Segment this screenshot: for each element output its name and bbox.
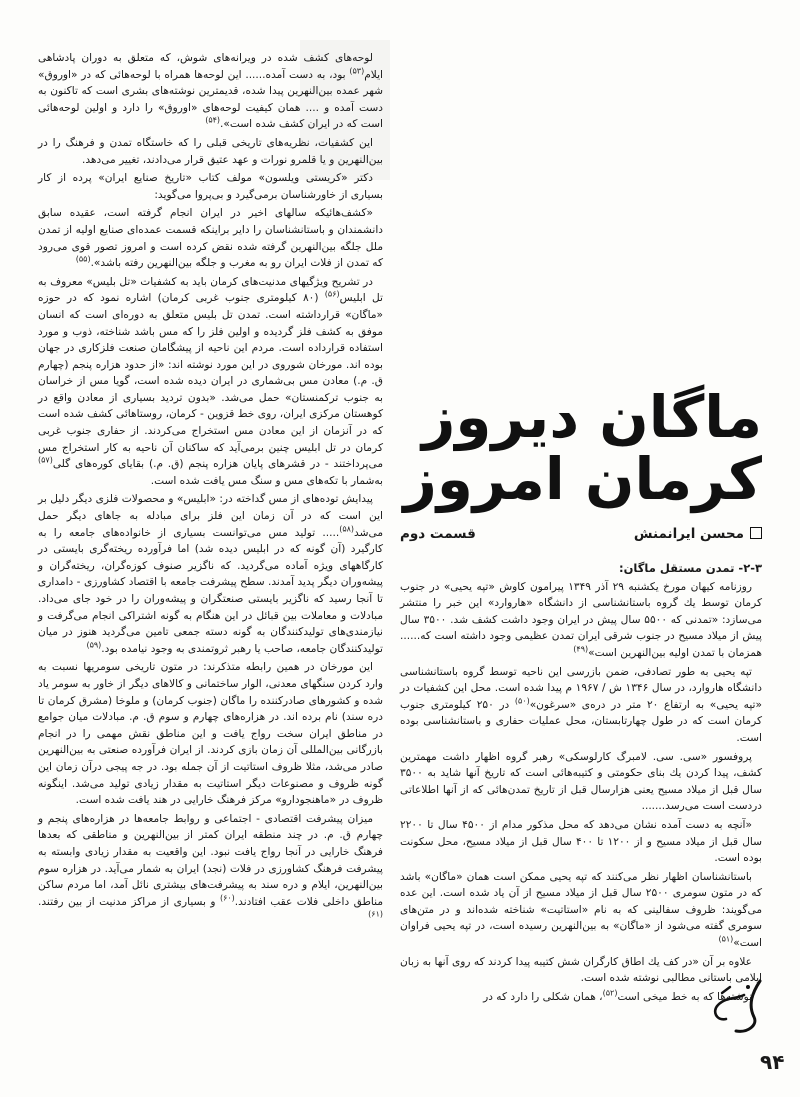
- paragraph: این کشفیات، نظریه‌های تاریخی قبلی را که خاستگاه تمدن و فرهنگ را در بین‌النهرین و یا قلمرو نورات و عهد عتیق قرار می‌دادند، تغییر می‌دهد.: [38, 136, 383, 166]
- byline: [400, 526, 762, 548]
- paragraph: تپه یحیی به طور تصادفی، ضمن بازرسی این ناحیه توسط گروه باستانشناسی دانشگاه هاروارد، در سال ۱۳۴۶ ش / ۱۹۶۷ م پیدا شده است. محل این کشفیات در «تپه یحیی» به ارتفاع ۲۰ متر در دره‌ی «سرغون»$^{(۵۰)}$ در ۲۵۰ کیلومتری جنوب کرمان است که در طول چهارتابستان، محل عملیات حفاری و باستانشناسی بوده است.: [400, 665, 762, 744]
- paragraph: باستانشناسان اظهار نظر می‌کنند که تپه یحیی ممکن است همان «ماگان» باشد که در متون سومری ۲۵۰۰ سال قبل از میلاد مسیح از آن یاد شده است. این عده می‌گویند: ظروف سفالینی که به نام «استاتیت» شناخته شده‌اند و در متن‌های سومری گفته می‌شود از «ماگان» به بین‌النهرین رسیده است، در تپه یحیی فراوان است»$^{(۵۱)}$: [400, 870, 763, 950]
- paragraph: روزنامه کیهان مورخ یکشنبه ۲۹ آذر ۱۳۴۹ پیرامون کاوش «تپه یحیی» در جنوب کرمان توسط یك گروه باستانشناسی از دانشگاه «هاروارد» این خبر را منتشر می‌سازد: «تمدنی که ۵۵۰۰ سال پیش در ایران وجود داشت کشف شد. ۳۵۰۰ سال پیش از میلاد مسیح در جنوب شرقی ایران تمدن عظیمی وجود داشته است که...... همزمان با تمدن اولیه بین‌النهرین است»$^{(۴۹)}$: [400, 580, 763, 659]
- part-label: قسمت دوم: [400, 526, 476, 542]
- square-bullet-icon: [750, 527, 762, 539]
- paragraph: این مورخان در همین رابطه متذکرند: در متون تاریخی سومریها نسبت به وارد کردن سنگهای معدنی، الوار ساختمانی و کالاهای دیگر از خاور به سومر یاد شده و کشورهای صادرکننده را ماگان (جنوب کرمان) و ملوخا (مشرق کرمان تا دره سند) نام برده اند. در هزاره‌های چهارم و سوم ق. م. مبادلات میان جوامع در مناطق ایران سخت رواج یافت و این مناطق نقش مهمی را در انجام بازرگانی بین‌المللی آن زمان بازی کردند. از ایران فرآورده صنعتی به بین‌النهرین صادر می‌شد، مثلا ظروف استاتیت از آن جمله بود. در جه پیجی درآن زمان این گونه ظروف و مصنوعات دیگر استاتیت به مقدار زیادی تولید می‌شد. اینگونه ظروف در «ماهنجودارو» مرکز فرهنگ خارایی در هند یافت شده است.: [38, 661, 383, 807]
- paragraph: علاوه بر آن «در کف یك اطاق کارگران شش کتیبه پیدا کردند که روی آنها به زبان ایلامی باستانی مطالبی نوشته شده است.: [400, 955, 762, 985]
- paragraph: پروفسور «سی. سی. لامبرگ کارلوسکی» رهبر گروه اظهار داشت مهمترین کشف، پیدا کردن یك بنای حکومتی و کتیبه‌هائی است که تاریخ آنها شاید به ۳۵۰۰ سال قبل از میلاد مسیح یعنی هزارسال قبل از تاریخ تمدن‌هائی که از آنها اطلاعاتی دردست است می‌رسد.......: [400, 750, 762, 813]
- left-text-column: [38, 50, 383, 929]
- right-text-column: [400, 560, 762, 1007]
- title-line-1: ماگان دیروز: [422, 383, 762, 451]
- paragraph: نوشته‌ها که به خط میخی است$^{(۵۲)}$، همان شکلی را دارد که در: [483, 988, 752, 1003]
- article-title: [400, 385, 772, 535]
- section-heading: ۲-۳- تمدن مستقل ماگان:: [619, 561, 762, 575]
- paragraph: لوحه‌های کشف شده در ویرانه‌های شوش، که متعلق به دوران پادشاهی ایلام$^{(۵۳)}$ بود، به دست آمده...... این لوحه‌ها همراه با لوحه‌هائی که در «اوروق» شهر عمده بین‌النهرین پیدا شده، قدیمترین نوشته‌های بشری است که تاکنون به دست آمده و .... همان کیفیت لوحه‌های «اوروق» را دارد و اولین لوحه‌هائی است که در ایران کشف شده است».$^{(۵۴)}$: [38, 52, 383, 131]
- paragraph: «کشف‌هائیکه سالهای اخیر در ایران انجام گرفته است، عقیده سابق دانشمندان و باستانشناسان را دایر براینکه قسمت عمده‌ای صنایع اولیه از تمدن ملل جلگه بین‌النهرین گرفته شده نقض کرده است و امروز تصور قوی می‌رود که تمدن از فلات ایران رو به مغرب و جلگه بین‌النهرین رفته باشد».$^{(۵۵)}$: [38, 207, 383, 270]
- author-name: محسن ایرانمنش: [634, 526, 762, 542]
- paragraph: دکتر «کریستی ویلسون» مولف کتاب «تاریخ صنایع ایران» پرده از کار بسیاری از خاورشناسان برمی‌گیرد و بی‌پروا می‌گوید:: [38, 172, 383, 201]
- paragraph: میزان پیشرفت اقتصادی - اجتماعی و روابط جامعه‌ها در هزاره‌های پنجم و چهارم ق. م. در چند منطقه ایران کمتر از بین‌النهرین و مناطقی که بعدها فرهنگ خارایی در آنجا رواج یافت نبود. این واقعیت به مقدار زیادی وابسته به پیشرفت فرهنگ کشاورزی در فلات (نجد) ایران به شمار می‌آید. در هزاره سوم بین‌النهرین، ایلام و دره سند به پیشرفت‌های بیشتری نائل آمد، اما مردم ساکن مناطق داخلی فلات عقب افتادند.$^{(۶۰)}$ و بسیاری از مراکز مدنیت از بین رفتند.$^{(۶۱)}$: [38, 812, 383, 919]
- paragraph: «آنچه به دست آمده نشان می‌دهد که محل مذکور مدام از ۴۵۰۰ سال تا ۲۲۰۰ سال قبل از میلاد مسیح و از ۱۲۰۰ تا ۴۰۰ سال قبل از میلاد مسیح، محل سکونت بوده است.: [400, 818, 762, 865]
- kerman-calligraphy-logo: [708, 975, 770, 1039]
- page-number: ۹۴: [760, 1050, 785, 1074]
- paragraph: در تشریح ویژگیهای مدنیت‌های کرمان باید به کشفیات «تل بلیس» معروف به تل ابلیس$^{(۵۶)}$ (۸۰ کیلومتری جنوب غربی کرمان) اشاره نمود که در حوزه «ماگان» قرارداشته است. تمدن تل بلیس متعلق به دوره‌ای است که انسان موفق به کشف فلز گردیده و اولین فلز را که مس باشد شناخته، ذوب و مورد استفاده قرارداده است. مردم این ناحیه از پیشگامان صنعت فلزکاری در جهان بوده اند. مورخان شوروی در این مورد نوشته اند: «از حدود هزاره پنجم (چهارم ق. م.) معادن مس بی‌شماری در ایران دیده شده است، گویا مس از خراسان به جنوب ترکمنستان» حمل می‌شد. «بدون تردید بسیاری از معادن واقع در کوهستان مرکزی ایران، روی خط قزوین - کرمان، روستاهائی کشف شده است که در آنزمان از این معادن مس استخراج می‌کردند. از حفاری جنوب غربی کرمان در تل ابلیس چنین برمی‌آید که ساکنان آن ناحیه به کار استخراج مس می‌پرداختند - در قشرهای پایان هزاره پنجم (ق. م.) بقایای کوره‌های گلی$^{(۵۷)}$ به‌شمار با تکه‌های مس و سنگ مس یافت شده است.: [38, 275, 383, 487]
- title-line-2: کرمان امروز: [403, 445, 762, 513]
- paragraph: پیدایش توده‌های از مس گداخته در: «ابلیس» و محصولات فلزی دیگر دلیل بر این است که در آن زمان این فلز برای مبادله به جاهای دیگر حمل می‌شد$^{(۵۸)}$..... تولید مس می‌توانست بسیاری از خانواده‌های جامعه را به کارگیرد (آن گونه که در ابلیس دیده شد) اما فرآورده ریخته‌گری بایستی در کارگاههای ویژه آماده می‌گردید. که ناگزیر صنوف کوزه‌گران، ریخته‌گران و پیشه‌وران دیگر پدید آمدند. سطح پیشرفت جامعه با اقتصاد کشاورزی - دامداری تا آنجا رسید که ناگزیر بایستی صنعتگران و پیشه‌وران را در خود جای می‌داد. مبادلات و معاملات بین قبائل در این هنگام به گونه اشتراکی انجام می‌گرفت و نیازمندی‌های تولیدکنندگان به گونه دسته جمعی تامین می‌گردید هنوز در میان تولیدکنندگان جامعه، صاحب یا رهبر ثروتمندی به وجود نیامده بود.$^{(۵۹)}$: [38, 493, 383, 655]
